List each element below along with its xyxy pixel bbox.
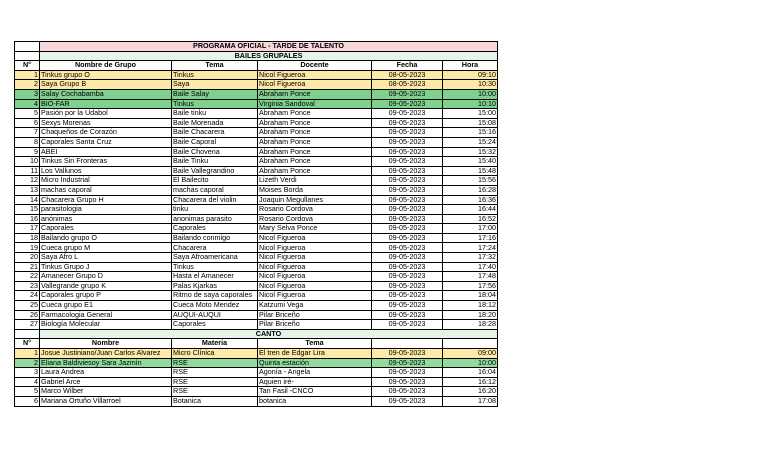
table-cell[interactable]: Pilar Briceño xyxy=(258,310,372,320)
table-cell[interactable]: RSE xyxy=(172,377,258,387)
table-cell[interactable]: Los Vallunos xyxy=(40,166,172,176)
table-cell[interactable]: Amanecer Grupo D xyxy=(40,272,172,282)
table-cell[interactable]: Saya Afro L xyxy=(40,253,172,263)
table-cell[interactable]: 09-05-2023 xyxy=(372,272,443,282)
table-cell[interactable]: Tinkus xyxy=(172,70,258,80)
table-cell[interactable]: 6 xyxy=(15,396,40,406)
table-cell[interactable]: 17:32 xyxy=(443,253,498,263)
table-cell[interactable]: AUQUI-AUQUI xyxy=(172,310,258,320)
table-cell[interactable]: 16:44 xyxy=(443,205,498,215)
table-cell[interactable]: RSE xyxy=(172,358,258,368)
table-cell[interactable]: Baile Vallegrandino xyxy=(172,166,258,176)
table-cell[interactable]: 7 xyxy=(15,128,40,138)
table-cell[interactable]: Quinta estación xyxy=(258,358,372,368)
table-row xyxy=(15,310,498,320)
table-cell[interactable]: Josue Justiniano/Juan Carlos Alvarez xyxy=(40,349,172,359)
table-cell[interactable]: 17:24 xyxy=(443,243,498,253)
program-title[interactable]: PROGRAMA OFICIAL - TARDE DE TALENTO xyxy=(40,42,498,52)
table-cell[interactable]: 3 xyxy=(15,89,40,99)
table-cell[interactable]: Chacarera xyxy=(172,243,258,253)
table-cell[interactable]: Nicol Figueroa xyxy=(258,80,372,90)
table-row xyxy=(15,128,498,138)
table-row xyxy=(15,368,498,378)
table-cell[interactable]: Nicol Figueroa xyxy=(258,272,372,282)
table-cell[interactable]: 09-05-2023 xyxy=(372,262,443,272)
table-cell[interactable]: 25 xyxy=(15,301,40,311)
table-cell[interactable]: 09-05-2023 xyxy=(372,243,443,253)
table-cell[interactable]: 22 xyxy=(15,272,40,282)
column-header[interactable]: Fecha xyxy=(372,61,443,71)
table-cell[interactable]: Tinkus Sin Fronteras xyxy=(40,157,172,167)
table-cell[interactable]: El tren de Edgar Lira xyxy=(258,349,372,359)
table-cell[interactable]: 09:00 xyxy=(443,349,498,359)
table-cell[interactable]: 10:30 xyxy=(443,80,498,90)
table-cell[interactable]: Ritmo de saya caporales xyxy=(172,291,258,301)
section-title-canto[interactable]: CANTO xyxy=(40,329,498,339)
column-header[interactable]: Nombre de Grupo xyxy=(40,61,172,71)
table-row xyxy=(15,185,498,195)
table-cell[interactable]: 09-05-2023 xyxy=(372,157,443,167)
table-cell[interactable]: 8 xyxy=(15,137,40,147)
table-cell[interactable]: 09-05-2023 xyxy=(372,253,443,263)
table-cell[interactable]: 27 xyxy=(15,320,40,330)
table-cell[interactable]: 1 xyxy=(15,70,40,80)
table-cell[interactable]: Nicol Figueroa xyxy=(258,243,372,253)
table-cell[interactable]: Abraham Ponce xyxy=(258,109,372,119)
table-cell[interactable]: 23 xyxy=(15,281,40,291)
table-cell[interactable]: Bailando grupo O xyxy=(40,233,172,243)
table-cell[interactable]: 09-05-2023 xyxy=(372,387,443,397)
blank-cell[interactable] xyxy=(15,51,40,61)
table-row xyxy=(15,214,498,224)
table-cell[interactable]: 10:10 xyxy=(443,99,498,109)
table-cell[interactable]: Nicol Figueroa xyxy=(258,291,372,301)
table-cell[interactable]: Joaquin Megullanes xyxy=(258,195,372,205)
table-cell[interactable]: Chaqueños de Corazón xyxy=(40,128,172,138)
column-header[interactable]: Hora xyxy=(443,61,498,71)
table-row xyxy=(15,272,498,282)
table-cell[interactable]: Nicol Figueroa xyxy=(258,253,372,263)
table-cell[interactable]: 16:20 xyxy=(443,387,498,397)
table-row xyxy=(15,281,498,291)
table-cell[interactable]: 16:04 xyxy=(443,368,498,378)
table-cell[interactable]: 17:40 xyxy=(443,262,498,272)
table-cell[interactable]: Cueca Moto Mendez xyxy=(172,301,258,311)
section-title-row xyxy=(15,329,498,339)
table-cell[interactable]: 17:56 xyxy=(443,281,498,291)
table-cell[interactable]: Biología Molecular xyxy=(40,320,172,330)
table-cell[interactable]: 17:48 xyxy=(443,272,498,282)
table-cell[interactable]: Saya xyxy=(172,80,258,90)
table-cell[interactable]: RSE xyxy=(172,387,258,397)
table-cell[interactable]: Abraham Ponce xyxy=(258,166,372,176)
table-row xyxy=(15,396,498,406)
header-row xyxy=(15,61,498,71)
table-cell[interactable]: 09-05-2023 xyxy=(372,396,443,406)
table-cell[interactable]: Baile Morenada xyxy=(172,118,258,128)
table-row xyxy=(15,99,498,109)
table-cell[interactable]: 09-05-2023 xyxy=(372,99,443,109)
table-cell[interactable]: Tinkus Grupo J xyxy=(40,262,172,272)
table-cell[interactable]: Nicol Figueroa xyxy=(258,70,372,80)
table-cell[interactable]: machas caporal xyxy=(172,185,258,195)
table-cell[interactable]: 20 xyxy=(15,253,40,263)
table-cell[interactable]: 15:32 xyxy=(443,147,498,157)
table-row xyxy=(15,147,498,157)
table-cell[interactable]: 17 xyxy=(15,224,40,234)
table-cell[interactable]: 09-05-2023 xyxy=(372,320,443,330)
table-cell[interactable]: 21 xyxy=(15,262,40,272)
table-cell[interactable]: 10:00 xyxy=(443,89,498,99)
table-cell[interactable]: 18:20 xyxy=(443,310,498,320)
table-cell[interactable]: 4 xyxy=(15,99,40,109)
table-cell[interactable]: botanica xyxy=(258,396,372,406)
column-header[interactable]: Nombre xyxy=(40,339,172,349)
table-cell[interactable]: Hasta el Amanecer xyxy=(172,272,258,282)
table-cell[interactable]: Nicol Figueroa xyxy=(258,281,372,291)
table-cell[interactable]: Chacarera del violin xyxy=(172,195,258,205)
table-cell[interactable]: 15:48 xyxy=(443,166,498,176)
table-cell[interactable]: 15 xyxy=(15,205,40,215)
table-cell[interactable]: 09:10 xyxy=(443,70,498,80)
table-cell[interactable]: 15:24 xyxy=(443,137,498,147)
table-row xyxy=(15,80,498,90)
table-cell[interactable]: 2 xyxy=(15,358,40,368)
table-cell[interactable]: Bailando conmigo xyxy=(172,233,258,243)
table-cell[interactable]: Saya Afroamericana xyxy=(172,253,258,263)
table-row xyxy=(15,291,498,301)
table-cell[interactable]: 09-05-2023 xyxy=(372,166,443,176)
table-cell[interactable]: 09-05-2023 xyxy=(372,281,443,291)
table-cell[interactable]: anónimas xyxy=(40,214,172,224)
table-cell[interactable]: 12 xyxy=(15,176,40,186)
table-cell[interactable]: machas caporal xyxy=(40,185,172,195)
table-cell[interactable]: Mary Selva Ponce xyxy=(258,224,372,234)
table-cell[interactable]: Tan Fasil -CNCO xyxy=(258,387,372,397)
table-row xyxy=(15,205,498,215)
table-row xyxy=(15,262,498,272)
table-cell[interactable]: 18 xyxy=(15,233,40,243)
table-cell[interactable]: Abraham Ponce xyxy=(258,128,372,138)
table-cell[interactable]: 09-05-2023 xyxy=(372,233,443,243)
table-cell[interactable]: 16:36 xyxy=(443,195,498,205)
table-row xyxy=(15,166,498,176)
table-cell[interactable]: Rosario Cordova xyxy=(258,205,372,215)
table-cell[interactable]: Gabriel Arce xyxy=(40,377,172,387)
table-cell[interactable]: Baile Chovena xyxy=(172,147,258,157)
table-cell[interactable]: 09-05-2023 xyxy=(372,349,443,359)
table-cell[interactable]: Caporales xyxy=(40,224,172,234)
header-row xyxy=(15,339,498,349)
table-cell[interactable]: 10:00 xyxy=(443,358,498,368)
table-cell[interactable]: Baile Salay xyxy=(172,89,258,99)
table-cell[interactable]: Baile tinku xyxy=(172,109,258,119)
table-cell[interactable]: 15:16 xyxy=(443,128,498,138)
table-row xyxy=(15,157,498,167)
column-header[interactable]: Materia xyxy=(172,339,258,349)
table-row xyxy=(15,89,498,99)
table-cell[interactable]: 09-05-2023 xyxy=(372,377,443,387)
table-cell[interactable]: Lizeth Verdi xyxy=(258,176,372,186)
table-cell[interactable]: 19 xyxy=(15,243,40,253)
table-cell[interactable]: Baile Chacarera xyxy=(172,128,258,138)
table-row xyxy=(15,387,498,397)
table-row xyxy=(15,377,498,387)
table-cell[interactable]: 4 xyxy=(15,377,40,387)
table-cell[interactable]: Sexys Morenas xyxy=(40,118,172,128)
table-cell[interactable]: 09-05-2023 xyxy=(372,118,443,128)
table-cell[interactable]: Tinkus xyxy=(172,99,258,109)
table-cell[interactable]: Tinkus xyxy=(172,262,258,272)
table-cell[interactable]: 3 xyxy=(15,368,40,378)
table-row xyxy=(15,301,498,311)
table-cell[interactable]: tinku xyxy=(172,205,258,215)
table-cell[interactable]: 17:00 xyxy=(443,224,498,234)
table-row xyxy=(15,224,498,234)
table-cell[interactable]: Caporales xyxy=(172,224,258,234)
table-cell[interactable]: 09-05-2023 xyxy=(372,147,443,157)
column-header[interactable]: N° xyxy=(15,339,40,349)
table-cell[interactable]: 09-05-2023 xyxy=(372,310,443,320)
table-cell[interactable]: 18:04 xyxy=(443,291,498,301)
table-cell[interactable]: 11 xyxy=(15,166,40,176)
table-row xyxy=(15,320,498,330)
table-row xyxy=(15,233,498,243)
table-cell[interactable]: Caporales grupo P xyxy=(40,291,172,301)
table-row xyxy=(15,253,498,263)
table-cell[interactable]: 09-05-2023 xyxy=(372,291,443,301)
column-header[interactable]: N° xyxy=(15,61,40,71)
table-cell[interactable]: 17:08 xyxy=(443,396,498,406)
table-cell[interactable]: Cueca grupo E1 xyxy=(40,301,172,311)
table-cell[interactable]: Salay Cochabamba xyxy=(40,89,172,99)
table-cell[interactable]: Abraham Ponce xyxy=(258,137,372,147)
table-row xyxy=(15,243,498,253)
table-cell[interactable]: Rosario Cordova xyxy=(258,214,372,224)
table-cell[interactable]: Chacarera Grupo H xyxy=(40,195,172,205)
table-cell[interactable]: 26 xyxy=(15,310,40,320)
table-cell[interactable]: 09-05-2023 xyxy=(372,368,443,378)
table-cell[interactable]: 17:16 xyxy=(443,233,498,243)
table-cell[interactable]: El Bailecito xyxy=(172,176,258,186)
blank-cell[interactable] xyxy=(15,329,40,339)
table-cell[interactable]: Vallegrande grupo K xyxy=(40,281,172,291)
table-row xyxy=(15,137,498,147)
blank-cell[interactable] xyxy=(15,42,40,52)
table-cell[interactable]: Caporales xyxy=(172,320,258,330)
title-row xyxy=(15,42,498,52)
table-cell[interactable]: 15:08 xyxy=(443,118,498,128)
blank-cell[interactable] xyxy=(443,339,498,349)
table-cell[interactable]: 09-05-2023 xyxy=(372,89,443,99)
table-row xyxy=(15,358,498,368)
section-title-bailes[interactable]: BAILES GRUPALES xyxy=(40,51,498,61)
table-cell[interactable]: 08-05-2023 xyxy=(372,70,443,80)
table-cell[interactable]: Virginia Sandoval xyxy=(258,99,372,109)
table-cell[interactable]: 08-05-2023 xyxy=(372,80,443,90)
table-cell[interactable]: 10 xyxy=(15,157,40,167)
table-cell[interactable]: Nicol Figueroa xyxy=(258,262,372,272)
table-cell[interactable]: 09-05-2023 xyxy=(372,176,443,186)
table-cell[interactable]: 09-05-2023 xyxy=(372,109,443,119)
table-cell[interactable]: Saya Grupo B xyxy=(40,80,172,90)
table-cell[interactable]: 09-05-2023 xyxy=(372,224,443,234)
section-title-row xyxy=(15,51,498,61)
table-cell[interactable]: Cueca grupo M xyxy=(40,243,172,253)
table-cell[interactable]: 09-05-2023 xyxy=(372,301,443,311)
table-cell[interactable]: Mariana Ortuño Villarroel xyxy=(40,396,172,406)
table-cell[interactable]: 16:52 xyxy=(443,214,498,224)
table-cell[interactable]: 16:12 xyxy=(443,377,498,387)
table-cell[interactable]: 6 xyxy=(15,118,40,128)
table-cell[interactable]: 18:28 xyxy=(443,320,498,330)
table-cell[interactable]: Abraham Ponce xyxy=(258,118,372,128)
table-cell[interactable]: Nicol Figueroa xyxy=(258,233,372,243)
table-cell[interactable]: 5 xyxy=(15,109,40,119)
table-cell[interactable]: Katzumi Vega xyxy=(258,301,372,311)
table-cell[interactable]: 09-05-2023 xyxy=(372,185,443,195)
table-cell[interactable]: 09-05-2023 xyxy=(372,214,443,224)
table-cell[interactable]: Abraham Ponce xyxy=(258,89,372,99)
table-row xyxy=(15,118,498,128)
table-cell[interactable]: 15:40 xyxy=(443,157,498,167)
table-cell[interactable]: Palas Kjarkas xyxy=(172,281,258,291)
schedule-table xyxy=(14,41,498,407)
table-cell[interactable]: 18:12 xyxy=(443,301,498,311)
table-row xyxy=(15,195,498,205)
column-header[interactable]: Tema xyxy=(172,61,258,71)
table-cell[interactable]: ABEI xyxy=(40,147,172,157)
table-cell[interactable]: Pasión por la Udabol xyxy=(40,109,172,119)
table-cell[interactable]: 13 xyxy=(15,185,40,195)
table-cell[interactable]: Laura Andrea xyxy=(40,368,172,378)
table-row xyxy=(15,109,498,119)
table-cell[interactable]: Eliana Baldiviesoy Sara Jazmín xyxy=(40,358,172,368)
table-cell[interactable]: 1 xyxy=(15,349,40,359)
table-cell[interactable]: Baile Caporal xyxy=(172,137,258,147)
table-cell[interactable]: Caporales Santa Cruz xyxy=(40,137,172,147)
table-cell[interactable]: 16:28 xyxy=(443,185,498,195)
table-cell[interactable]: Abraham Ponce xyxy=(258,157,372,167)
table-cell[interactable]: 15:00 xyxy=(443,109,498,119)
table-cell[interactable]: Tinkus grupo O xyxy=(40,70,172,80)
table-cell[interactable]: 5 xyxy=(15,387,40,397)
table-cell[interactable]: anonimas parasito xyxy=(172,214,258,224)
column-header[interactable]: Docente xyxy=(258,61,372,71)
table-cell[interactable]: Baile Tinku xyxy=(172,157,258,167)
table-row xyxy=(15,176,498,186)
table-cell[interactable]: 09-05-2023 xyxy=(372,358,443,368)
table-cell[interactable]: 14 xyxy=(15,195,40,205)
table-cell[interactable]: 15:56 xyxy=(443,176,498,186)
table-cell[interactable]: Farmacologia General xyxy=(40,310,172,320)
table-cell[interactable]: 16 xyxy=(15,214,40,224)
table-row xyxy=(15,349,498,359)
table-cell[interactable]: Moises Borda xyxy=(258,185,372,195)
table-row xyxy=(15,70,498,80)
table-cell[interactable]: Aquien iré- xyxy=(258,377,372,387)
table-cell[interactable]: 09-05-2023 xyxy=(372,128,443,138)
table-cell[interactable]: Botanica xyxy=(172,396,258,406)
table-cell[interactable]: 24 xyxy=(15,291,40,301)
table-cell[interactable]: Pilar Briceño xyxy=(258,320,372,330)
table-cell[interactable]: Abraham Ponce xyxy=(258,147,372,157)
column-header[interactable]: Tema xyxy=(258,339,372,349)
table-cell[interactable]: 09-05-2023 xyxy=(372,205,443,215)
table-cell[interactable]: 09-05-2023 xyxy=(372,137,443,147)
blank-cell[interactable] xyxy=(372,339,443,349)
table-cell[interactable]: Agonía - Angela xyxy=(258,368,372,378)
table-cell[interactable]: Marco Wilber xyxy=(40,387,172,397)
table-cell[interactable]: parasitologia xyxy=(40,205,172,215)
table-cell[interactable]: 9 xyxy=(15,147,40,157)
table-cell[interactable]: Micro Clínica xyxy=(172,349,258,359)
table-cell[interactable]: 2 xyxy=(15,80,40,90)
table-cell[interactable]: BIO-FAR xyxy=(40,99,172,109)
table-cell[interactable]: RSE xyxy=(172,368,258,378)
table-cell[interactable]: Micro Industrial xyxy=(40,176,172,186)
table-cell[interactable]: 09-05-2023 xyxy=(372,195,443,205)
